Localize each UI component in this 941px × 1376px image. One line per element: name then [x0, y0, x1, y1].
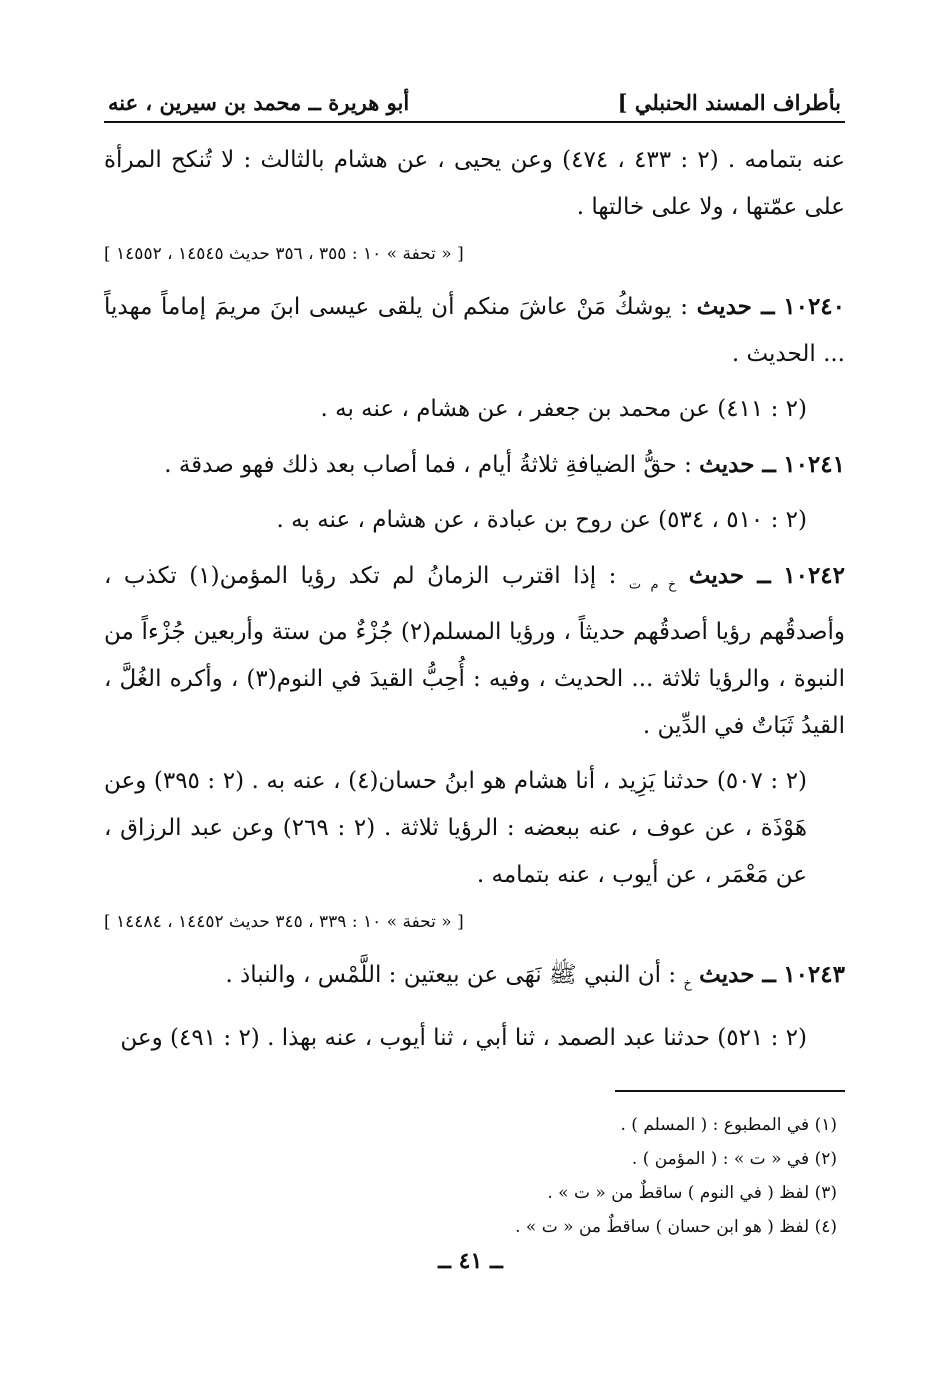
hadith-label: ــ حديث — [699, 960, 776, 988]
hadith-number: ١٠٢٤٣ — [783, 960, 845, 988]
hadith-label: ــ حديث — [699, 451, 776, 478]
footnote-1: (١) في المطبوع : ( المسلم ) . — [620, 1115, 837, 1136]
hadith-label: ــ حديث — [696, 293, 775, 320]
tuhfa-reference: [ « تحفة » ١٠ : ٣٥٥ ، ٣٥٦ حديث ١٤٥٤٥ ، ١٤٥٥٢ ] — [104, 244, 464, 264]
collection-marks: خ م ت — [628, 577, 677, 593]
hadith-source: (٢ : ٥١٠ ، ٥٣٤) عن روح بن عبادة ، عن هشام ، عنه به . — [276, 507, 807, 533]
header-section-title: أبو هريرة ــ محمد بن سيرين ، عنه — [108, 90, 410, 115]
hadith-text: : أن النبي ﷺ نَهَى عن بيعتين : اللَّمْس ، والنباذ . — [225, 961, 677, 988]
hadith-text: : إذا اقترب الزمانُ لم تكد رؤيا المؤمن(١) تكذب ، وأصدقُهم رؤيا أصدقُهم حديثاً ، ورؤيا المسلم(٢) جُزْءٌ من ستة وأربعين جُزْءاً من النبوة ، والرؤيا ثلاثة ... الحديث ، وفيه : أُحِبُّ القيدَ في النوم(٣) ، وأكره الغُلَّ ، القيدُ ثَبَاتٌ في الدِّين . — [104, 563, 845, 739]
continuation-paragraph: عنه بتمامه . (٢ : ٤٣٣ ، ٤٧٤) وعن يحيى ، عن هشام بالثالث : لا تُنكح المرأة على عمّتها ، ولا على خالتها . — [104, 147, 845, 220]
collection-marks: خ — [683, 976, 692, 992]
footnote-4: (٤) لفظ ( هو ابن حسان ) ساقطٌ من « ت » . — [515, 1217, 837, 1238]
hadith-source: (٢ : ٥٠٧) حدثنا يَزِيد ، أنا هشام هو ابنُ حسان(٤) ، عنه به . (٢ : ٣٩٥) وعن هَوْذَة ، عن عوف ، عنه ببعضه : الرؤيا ثلاثة . (٢ : ٢٦٩) وعن عبد الرزاق ، عن مَعْمَر ، عن أيوب ، عنه بتمامه . — [104, 767, 808, 888]
hadith-text: : يوشكُ مَنْ عاشَ منكم أن يلقى عيسى ابنَ مريمَ إماماً مهدياً ... الحديث . — [104, 294, 845, 367]
footnote-3: (٣) لفظ ( في النوم ) ساقطٌ من « ت » . — [547, 1183, 837, 1204]
hadith-number: ١٠٢٤١ — [783, 451, 845, 478]
hadith-label: ــ حديث — [688, 562, 771, 589]
hadith-text: : حقُّ الضيافةِ ثلاثةُ أيام ، فما أصاب بعد ذلك فهو صدقة . — [164, 452, 692, 478]
hadith-source: (٢ : ٥٢١) حدثنا عبد الصمد ، ثنا أبي ، ثنا أيوب ، عنه بهذا . (٢ : ٤٩١) وعن — [120, 1025, 807, 1052]
hadith-source: (٢ : ٤١١) عن محمد بن جعفر ، عن هشام ، عنه به . — [320, 396, 807, 422]
page-number: ــ ٤١ ــ — [438, 1248, 503, 1274]
footnotes — [104, 1108, 845, 1244]
running-header — [104, 90, 845, 123]
footnote-2: (٢) في « ت » : ( المؤمن ) . — [631, 1149, 837, 1170]
tuhfa-reference: [ « تحفة » ١٠ : ٣٣٩ ، ٣٤٥ حديث ١٤٤٥٢ ، ١٤٤٨٤ ] — [104, 911, 464, 932]
hadith-entry-10241 — [104, 441, 845, 489]
hadith-number: ١٠٢٤٢ — [783, 562, 846, 589]
hadith-number: ١٠٢٤٠ — [783, 293, 846, 320]
header-book-title: بأطراف المسند الحنبلي ] — [617, 90, 841, 115]
hadith-entry-10240 — [104, 283, 845, 378]
footnote-divider — [615, 1090, 845, 1092]
hadith-entry-10242 — [104, 552, 845, 750]
hadith-entry-10243 — [104, 951, 845, 1008]
